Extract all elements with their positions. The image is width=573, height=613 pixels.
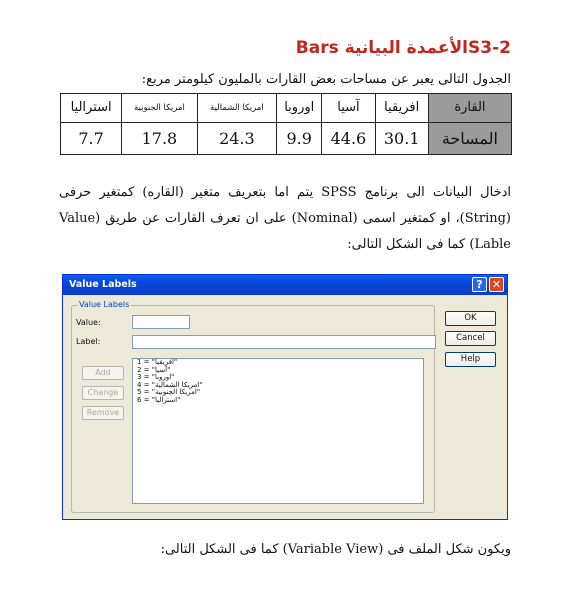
value-labels-group [71, 300, 435, 513]
data-entry-paragraph: ادخال البيانات الى برنامج SPSS يتم اما بتعريف متغير (القاره) كمتغير حرفى (String)، او كمتغير اسمى (Nominal) على ان تعرف القارات عن طريق (Value Lable) كما فى الشكل التالى: [59, 185, 511, 252]
list-item[interactable]: 3 = "اوروبا" [137, 373, 175, 381]
table-cell-continent: امريكا الشمالية [197, 94, 277, 123]
table-cell-continent: آسيا [322, 94, 375, 123]
add-button[interactable]: Add [82, 366, 124, 380]
continent-area-table [60, 93, 512, 155]
table-cell-continent: استراليا [61, 94, 122, 123]
value-labels-dialog [62, 274, 508, 520]
group-title: Value Labels [79, 300, 130, 309]
table-cell-continent: اوروبا [277, 94, 322, 123]
intro-text: الجدول التالى يعبر عن مساحات بعض القارات بالمليون كيلومتر مربع: [141, 72, 511, 87]
table-cell-area: 9.9 [277, 122, 322, 154]
table-cell-area: 30.1 [375, 122, 428, 154]
table-cell-continent: افريقيا [375, 94, 428, 123]
change-button[interactable]: Change [82, 386, 124, 400]
table-cell-area: 17.8 [122, 122, 197, 154]
value-labels-list[interactable] [132, 358, 424, 504]
cancel-button[interactable]: Cancel [445, 331, 496, 346]
remove-button[interactable]: Remove [82, 406, 124, 420]
table-cell-area: 7.7 [61, 122, 122, 154]
list-item[interactable]: 4 = "امريكا الشمالية" [137, 380, 203, 389]
dialog-titlebar[interactable] [63, 275, 507, 295]
help-button[interactable]: Help [445, 352, 496, 367]
ok-button[interactable]: OK [445, 311, 496, 326]
section-heading: 2-S3الأعمدة البيانية Bars [295, 38, 511, 58]
label-input[interactable] [132, 335, 436, 349]
table-header-row [61, 94, 512, 123]
row-header-continent: القارة [428, 94, 511, 123]
dialog-title: Value Labels [69, 279, 137, 290]
value-input[interactable] [132, 315, 190, 329]
value-field-label: Value: [76, 318, 101, 327]
table-values-row [61, 122, 512, 154]
label-field-label: Label: [76, 337, 101, 346]
help-titlebar-button[interactable]: ? [472, 277, 487, 292]
list-item[interactable]: 1 = "افريقيا" [137, 358, 178, 366]
list-item[interactable]: 5 = "امريكا الجنوبية" [137, 388, 201, 396]
close-icon[interactable]: ✕ [489, 277, 504, 292]
row-header-area: المساحة [428, 122, 511, 154]
table-cell-continent: امريكا الجنوبية [122, 94, 197, 123]
list-item[interactable]: 2 = "آسيا" [137, 365, 171, 374]
table-cell-area: 44.6 [322, 122, 375, 154]
variable-view-paragraph: ويكون شكل الملف فى (Variable View) كما فى الشكل التالى: [160, 542, 511, 557]
table-cell-area: 24.3 [197, 122, 277, 154]
list-item[interactable]: 6 = "استراليا" [137, 395, 181, 404]
